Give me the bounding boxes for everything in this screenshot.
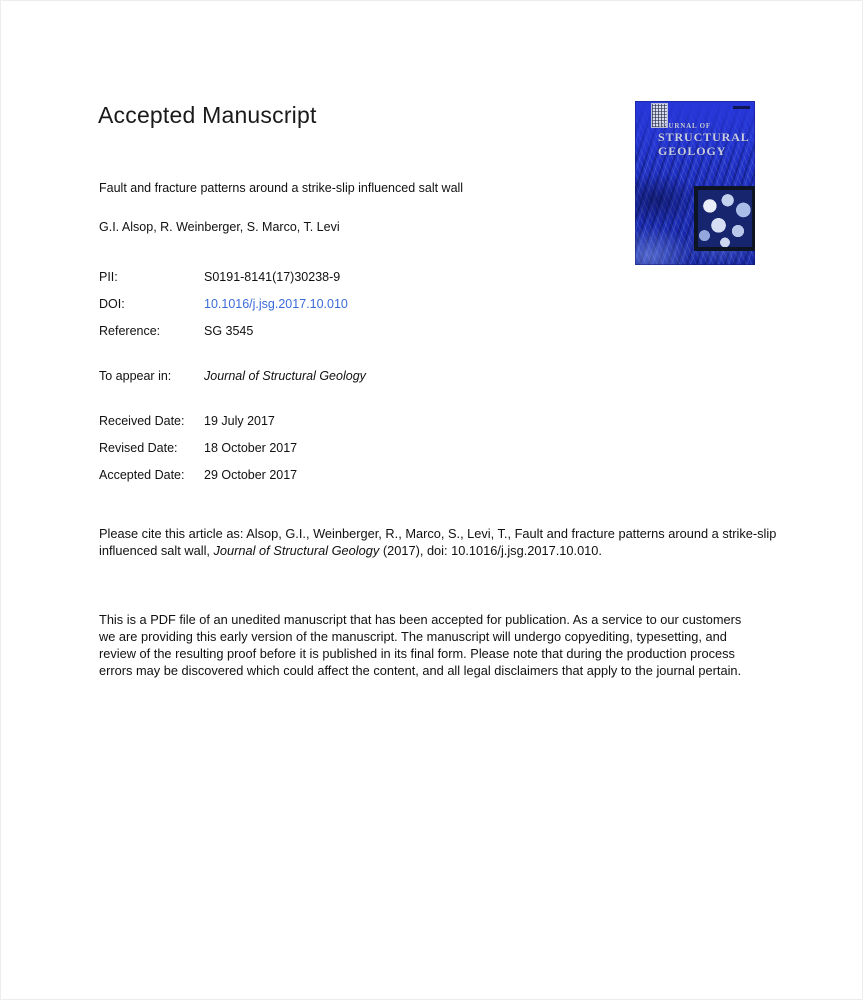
citation-text-after: (2017), doi: 10.1016/j.jsg.2017.10.010.	[379, 543, 602, 558]
pii-value: S0191-8141(17)30238-9	[204, 270, 341, 284]
citation-text-before: Please cite this article as: Alsop, G.I., Weinberger, R., Marco, S., Levi, T., Fault and fracture patterns around a strike-slip influenced salt wall,	[99, 526, 777, 558]
disclaimer-note: This is a PDF file of an unedited manuscript that has been accepted for publication. As a service to our customers we are providing this early version of the manuscript. The manuscript will undergo copyediting, typesetting, and review of the resulting proof before it is published in its final form. Please note that during the production process errors may be discovered which could affect the content, and all legal disclaimers that apply to the journal pertain.	[99, 612, 742, 678]
meta-row-pii	[99, 271, 348, 285]
to-appear-row	[99, 370, 366, 384]
page-title: Accepted Manuscript	[98, 102, 317, 128]
reference-value: SG 3545	[204, 324, 254, 338]
to-appear-journal: Journal of Structural Geology	[204, 369, 366, 383]
revised-date-label: Revised Date:	[99, 441, 178, 455]
article-title: Fault and fracture patterns around a strike-slip influenced salt wall	[99, 181, 464, 195]
cover-structural-text: STRUCTURAL	[658, 130, 750, 144]
reference-label: Reference:	[99, 324, 161, 338]
citation-note	[99, 525, 793, 559]
dates-list	[99, 415, 297, 496]
accepted-date-row	[99, 469, 297, 483]
revised-date-row	[99, 442, 297, 456]
pii-label: PII:	[99, 270, 118, 284]
journal-cover-thumbnail	[635, 101, 755, 265]
revised-date-value: 18 October 2017	[204, 441, 298, 455]
cover-geology-text: GEOLOGY	[658, 144, 727, 158]
accepted-date-value: 29 October 2017	[204, 468, 298, 482]
received-date-row	[99, 415, 297, 429]
article-authors: G.I. Alsop, R. Weinberger, S. Marco, T. Levi	[99, 220, 340, 234]
citation-journal-name: Journal of Structural Geology	[213, 543, 380, 558]
metadata-list	[99, 271, 348, 352]
to-appear-label: To appear in:	[99, 369, 172, 383]
meta-row-doi	[99, 298, 348, 312]
received-date-label: Received Date:	[99, 414, 185, 428]
doi-link[interactable]: 10.1016/j.jsg.2017.10.010	[204, 297, 348, 311]
cover-issue-info	[733, 106, 750, 109]
received-date-value: 19 July 2017	[204, 414, 275, 428]
cover-inset-photo	[694, 186, 755, 251]
meta-row-reference	[99, 325, 348, 339]
cover-journal-of-text: JOURNAL OF	[658, 122, 711, 130]
doi-label: DOI:	[99, 297, 125, 311]
accepted-date-label: Accepted Date:	[99, 468, 185, 482]
